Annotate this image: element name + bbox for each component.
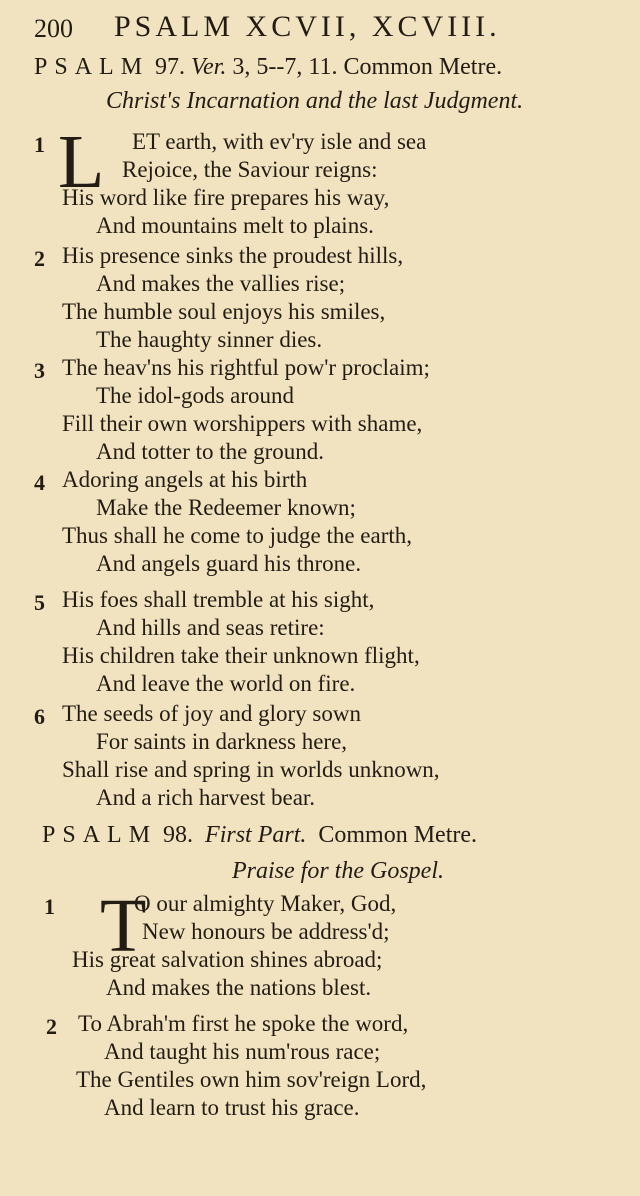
psalm-label: PSALM <box>34 54 150 80</box>
stanza-number: 4 <box>34 470 45 495</box>
verse-line: And totter to the ground. <box>96 439 325 464</box>
psalm-number: 98. <box>163 822 194 848</box>
verse-line: Adoring angels at his birth <box>62 467 308 492</box>
verse-line: And learn to trust his grace. <box>104 1095 360 1120</box>
psalm-97-heading <box>34 54 502 81</box>
stanza-number: 5 <box>34 590 45 615</box>
verse-line: Shall rise and spring in worlds unknown, <box>62 757 440 782</box>
verse-line: And a rich harvest bear. <box>96 785 316 810</box>
verse-line: And mountains melt to plains. <box>96 213 374 238</box>
verse-line: The Gentiles own him sov'reign Lord, <box>76 1067 427 1092</box>
stanza-97-6 <box>34 700 624 812</box>
stanza-97-3 <box>34 354 624 466</box>
psalm-label: PSALM <box>42 822 158 848</box>
verse-line: And angels guard his throne. <box>96 551 362 576</box>
verse-line: The idol-gods around <box>96 383 295 408</box>
verse-line: His children take their unknown flight, <box>62 643 420 668</box>
stanza-number: 2 <box>46 1014 57 1039</box>
metre-label: Common Metre. <box>318 822 478 848</box>
stanza-number: 1 <box>34 132 45 157</box>
verse-line: And makes the vallies rise; <box>96 271 346 296</box>
verse-line: The haughty sinner dies. <box>96 327 323 352</box>
verse-line: The humble soul enjoys his smiles, <box>62 299 386 324</box>
verse-line: His great salvation shines abroad; <box>72 947 383 972</box>
psalm-97-subtitle: Christ's Incarnation and the last Judgment. <box>106 88 524 114</box>
running-header <box>34 10 534 46</box>
stanza-number: 6 <box>34 704 45 729</box>
stanza-97-2 <box>34 242 624 354</box>
verse-list: 3, 5--7, 11. <box>232 54 338 80</box>
verse-line: To Abrah'm first he spoke the word, <box>78 1011 409 1036</box>
running-head-title: PSALM XCVII, XCVIII. <box>114 10 501 43</box>
page-number: 200 <box>34 14 73 43</box>
verse-line: Make the Redeemer known; <box>96 495 356 520</box>
stanza-98-2 <box>46 1010 636 1122</box>
verse-line: And hills and seas retire: <box>96 615 325 640</box>
psalm-98-heading <box>42 822 477 849</box>
verse-line: The heav'ns his rightful pow'r proclaim; <box>62 355 430 380</box>
verse-label: Ver. <box>191 54 227 80</box>
stanza-97-5 <box>34 586 624 698</box>
verse-line: His presence sinks the proudest hills, <box>62 243 404 268</box>
verse-line: O our almighty Maker, God, <box>134 891 397 916</box>
verse-line: And leave the world on fire. <box>96 671 356 696</box>
verse-line: His word like fire prepares his way, <box>62 185 390 210</box>
verse-line: And taught his num'rous race; <box>104 1039 381 1064</box>
stanza-number: 1 <box>44 894 55 919</box>
part-label: First Part. <box>205 822 307 848</box>
drop-cap: L <box>58 120 105 204</box>
verse-line: Rejoice, the Saviour reigns: <box>122 157 378 182</box>
verse-line: And makes the nations blest. <box>106 975 372 1000</box>
verse-line: The seeds of joy and glory sown <box>62 701 361 726</box>
psalm-number: 97. <box>155 54 186 80</box>
stanza-number: 2 <box>34 246 45 271</box>
stanza-97-1 <box>34 120 624 240</box>
verse-line: His foes shall tremble at his sight, <box>62 587 375 612</box>
verse-line: Fill their own worshippers with shame, <box>62 411 423 436</box>
drop-cap: T <box>100 884 147 968</box>
verse-line: ET earth, with ev'ry isle and sea <box>132 129 427 154</box>
metre-label: Common Metre. <box>343 54 503 80</box>
verse-line: Thus shall he come to judge the earth, <box>62 523 413 548</box>
verse-line: New honours be address'd; <box>142 919 390 944</box>
verse-line: For saints in darkness here, <box>96 729 348 754</box>
psalm-98-subtitle: Praise for the Gospel. <box>232 858 444 884</box>
stanza-97-4 <box>34 466 624 578</box>
stanza-98-1 <box>44 884 634 1002</box>
stanza-number: 3 <box>34 358 45 383</box>
